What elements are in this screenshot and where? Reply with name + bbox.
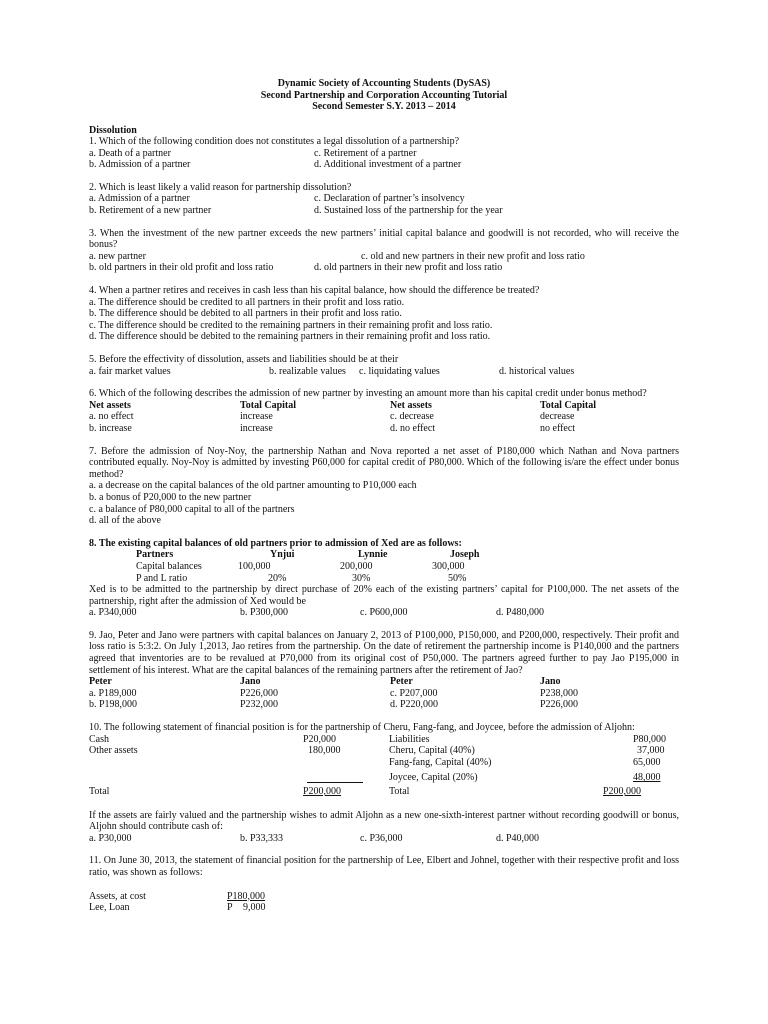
option-b: b. The difference should be debited to all partners in their profit and loss ratio. <box>89 308 402 320</box>
option-a: a. The difference should be credited to all partners in their profit and loss ratio. <box>89 296 405 308</box>
cell-value: P200,000 <box>303 786 342 797</box>
col-header: Joseph <box>450 549 480 561</box>
option-c: c. decrease <box>390 411 434 423</box>
option-d: d. Sustained loss of the partnership for the year <box>314 205 503 217</box>
row-label: Total <box>389 786 410 797</box>
row-label: Assets, at cost <box>89 890 146 902</box>
question-text: 4. When a partner retires and receives in cash less than his capital balance, how should the difference be treated? <box>89 285 540 297</box>
question-text: 3. When the investment of the new partner exceeds the new partners’ initial capital balance and goodwill is not recorded, who will receive the bonus? <box>89 227 679 251</box>
question-5 <box>89 354 679 377</box>
cell-value: 100,000 <box>238 560 271 572</box>
option-a: a. P340,000 <box>89 607 137 619</box>
option-a-value: P226,000 <box>240 687 279 699</box>
option-c: c. Retirement of a partner <box>314 147 417 159</box>
option-b: b. old partners in their old profit and loss ratio <box>89 262 274 274</box>
option-b: b. P33,333 <box>240 832 284 844</box>
question-1 <box>89 136 679 171</box>
row-label: Joycee, Capital (20%) <box>389 772 478 784</box>
option-d: d. all of the above <box>89 515 161 527</box>
col-header: Peter <box>390 676 413 688</box>
option-d: d. old partners in their new profit and loss ratio <box>314 262 503 274</box>
col-header: Ynjui <box>270 549 295 561</box>
option-c: c. a balance of P80,000 capital to all of the partners <box>89 503 295 515</box>
option-b-value: increase <box>240 422 273 434</box>
document-header <box>89 78 679 113</box>
cell-value: 9,000 <box>243 902 266 914</box>
org-title: Dynamic Society of Accounting Students (DySAS) <box>277 78 491 89</box>
col-header: Total Capital <box>540 399 597 411</box>
peso-sign: P <box>227 902 233 914</box>
option-b: b. P198,000 <box>89 699 138 711</box>
question-text: 1. Which of the following condition does not constitutes a legal dissolution of a partnership? <box>89 136 460 148</box>
option-a: a. fair market values <box>89 365 171 377</box>
option-d: d. P220,000 <box>390 699 439 711</box>
option-d: d. Additional investment of a partner <box>314 159 462 171</box>
option-a-value: increase <box>240 411 273 423</box>
question-text: 2. Which is least likely a valid reason for partnership dissolution? <box>89 181 352 193</box>
option-b-value: P232,000 <box>240 699 279 711</box>
row-label: Cash <box>89 733 109 745</box>
question-11 <box>89 855 679 913</box>
option-d: d. The difference should be debited to the remaining partners in their remaining profit and loss ratio. <box>89 331 491 343</box>
tutorial-title: Second Partnership and Corporation Accounting Tutorial <box>260 89 508 101</box>
row-label: P and L ratio <box>136 572 188 584</box>
question-9 <box>89 630 679 711</box>
option-a: a. no effect <box>89 411 134 423</box>
col-header: Jano <box>240 676 261 688</box>
option-b: b. Admission of a partner <box>89 159 191 171</box>
col-header: Lynnie <box>358 549 388 561</box>
option-c: c. liquidating values <box>359 365 440 377</box>
cell-value: 50% <box>448 572 467 584</box>
option-a: a. new partner <box>89 250 146 262</box>
option-a: a. a decrease on the capital balances of the old partner amounting to P10,000 each <box>89 480 417 492</box>
option-d: d. P40,000 <box>496 832 540 844</box>
option-b: b. realizable values <box>269 365 346 377</box>
row-label: Liabilities <box>389 733 430 745</box>
row-label: Cheru, Capital (40%) <box>389 745 475 757</box>
question-text: 9. Jao, Peter and Jano were partners with capital balances on January 2, 2013 of P100,000, P150,000, and P200,000, respectively. Their profit and loss ratio is 5:3:2. On July 1,2013, Jao retires from the partnership. On the date of retirement the partnership income is P140,000 and the partners agreed that inventories are to be revalued at P70,000 from its original cost of P50,000. The partners agreed further to pay Jao P195,000 in settlement of his interest. What are the capital balances of the remaining partners after the retirement of Jao? <box>89 629 679 676</box>
question-text: 5. Before the effectivity of dissolution, assets and liabilities should be at their <box>89 354 399 365</box>
cell-value: 30% <box>352 572 371 584</box>
question-body: If the assets are fairly valued and the partnership wishes to admit Aljohn as a new one-sixth-interest partner without recording goodwill or bonus, Aljohn should contribute cash of: <box>89 809 679 833</box>
option-b: b. P300,000 <box>240 607 289 619</box>
col-header: Peter <box>89 676 112 688</box>
option-d-value: no effect <box>540 422 576 434</box>
question-text: 7. Before the admission of Noy-Noy, the partnership Nathan and Nova reported a net asset of P180,000 which Nathan and Nova partners contributed equally. Noy-Noy is admitted by investing P60,000 for capital credit of P80,000. Which of the following is/are the effect under bonus method? <box>89 445 679 480</box>
option-c: c. The difference should be credited to the remaining partners in their remaining profit and loss ratio. <box>89 319 493 331</box>
cell-value: 65,000 <box>633 756 661 768</box>
option-d: d. historical values <box>499 365 575 377</box>
cell-value: 20% <box>268 572 287 584</box>
row-label: Fang-fang, Capital (40%) <box>389 756 492 768</box>
option-c: c. P207,000 <box>390 687 438 699</box>
col-header: Jano <box>540 676 561 688</box>
document-page <box>89 78 679 914</box>
option-b: b. Retirement of a new partner <box>89 205 212 217</box>
option-c: c. Declaration of partner’s insolvency <box>314 193 465 205</box>
cell-value: 200,000 <box>340 560 373 572</box>
row-label: Total <box>89 786 110 797</box>
section-heading: Dissolution <box>89 124 137 136</box>
cell-value: 180,000 <box>308 745 341 757</box>
cell-value: 300,000 <box>432 560 465 572</box>
option-a: a. Death of a partner <box>89 147 171 159</box>
option-d-value: P226,000 <box>540 699 579 711</box>
option-b: b. a bonus of P20,000 to the new partner <box>89 491 252 503</box>
question-10 <box>89 722 679 844</box>
col-header: Net assets <box>390 399 432 411</box>
cell-value: P80,000 <box>633 733 667 745</box>
option-a: a. Admission of a partner <box>89 193 190 205</box>
option-c: c. P600,000 <box>360 607 408 619</box>
option-a: a. P30,000 <box>89 832 132 844</box>
question-text: 10. The following statement of financial position is for the partnership of Cheru, Fang-fang, and Joycee, before the admission of Aljohn: <box>89 722 635 734</box>
option-c: c. old and new partners in their new profit and loss ratio <box>361 250 585 262</box>
question-7 <box>89 446 679 527</box>
row-label: Lee, Loan <box>89 902 130 914</box>
option-d: d. no effect <box>390 422 436 434</box>
question-8 <box>89 538 679 619</box>
question-text: 11. On June 30, 2013, the statement of financial position for the partnership of Lee, Elbert and Johnel, together with their respective profit and loss ratio, was shown as follows: <box>89 855 679 878</box>
question-text: 8. The existing capital balances of old partners prior to admission of Xed are as follows: <box>89 537 462 549</box>
col-header: Net assets <box>89 399 131 411</box>
row-label: Capital balances <box>136 560 202 572</box>
cell-value: P200,000 <box>603 786 642 797</box>
col-header: Partners <box>136 549 174 561</box>
option-c: c. P36,000 <box>360 832 403 844</box>
question-2 <box>89 182 679 217</box>
row-label: Other assets <box>89 745 138 757</box>
option-a: a. P189,000 <box>89 687 137 699</box>
cell-value: 48,000 <box>633 772 661 784</box>
cell-value: P180,000 <box>227 890 266 902</box>
option-b: b. increase <box>89 422 132 434</box>
cell-value: P20,000 <box>303 733 337 745</box>
option-c-value: decrease <box>540 411 575 423</box>
cell-value: 37,000 <box>637 745 665 757</box>
col-header: Total Capital <box>240 399 297 411</box>
question-body: Xed is to be admitted to the partnership by direct purchase of 20% each of the existing partners’ capital for P100,000. The net assets of the partnership, right after the admission of Xed would be <box>89 584 679 607</box>
question-6 <box>89 388 679 434</box>
question-3 <box>89 228 679 274</box>
question-text: 6. Which of the following describes the admission of new partner by investing an amount more than his capital credit under bonus method? <box>89 388 647 400</box>
option-d: d. P480,000 <box>496 607 545 619</box>
semester-title: Second Semester S.Y. 2013 – 2014 <box>312 101 456 112</box>
question-4 <box>89 285 679 343</box>
option-c-value: P238,000 <box>540 687 579 699</box>
